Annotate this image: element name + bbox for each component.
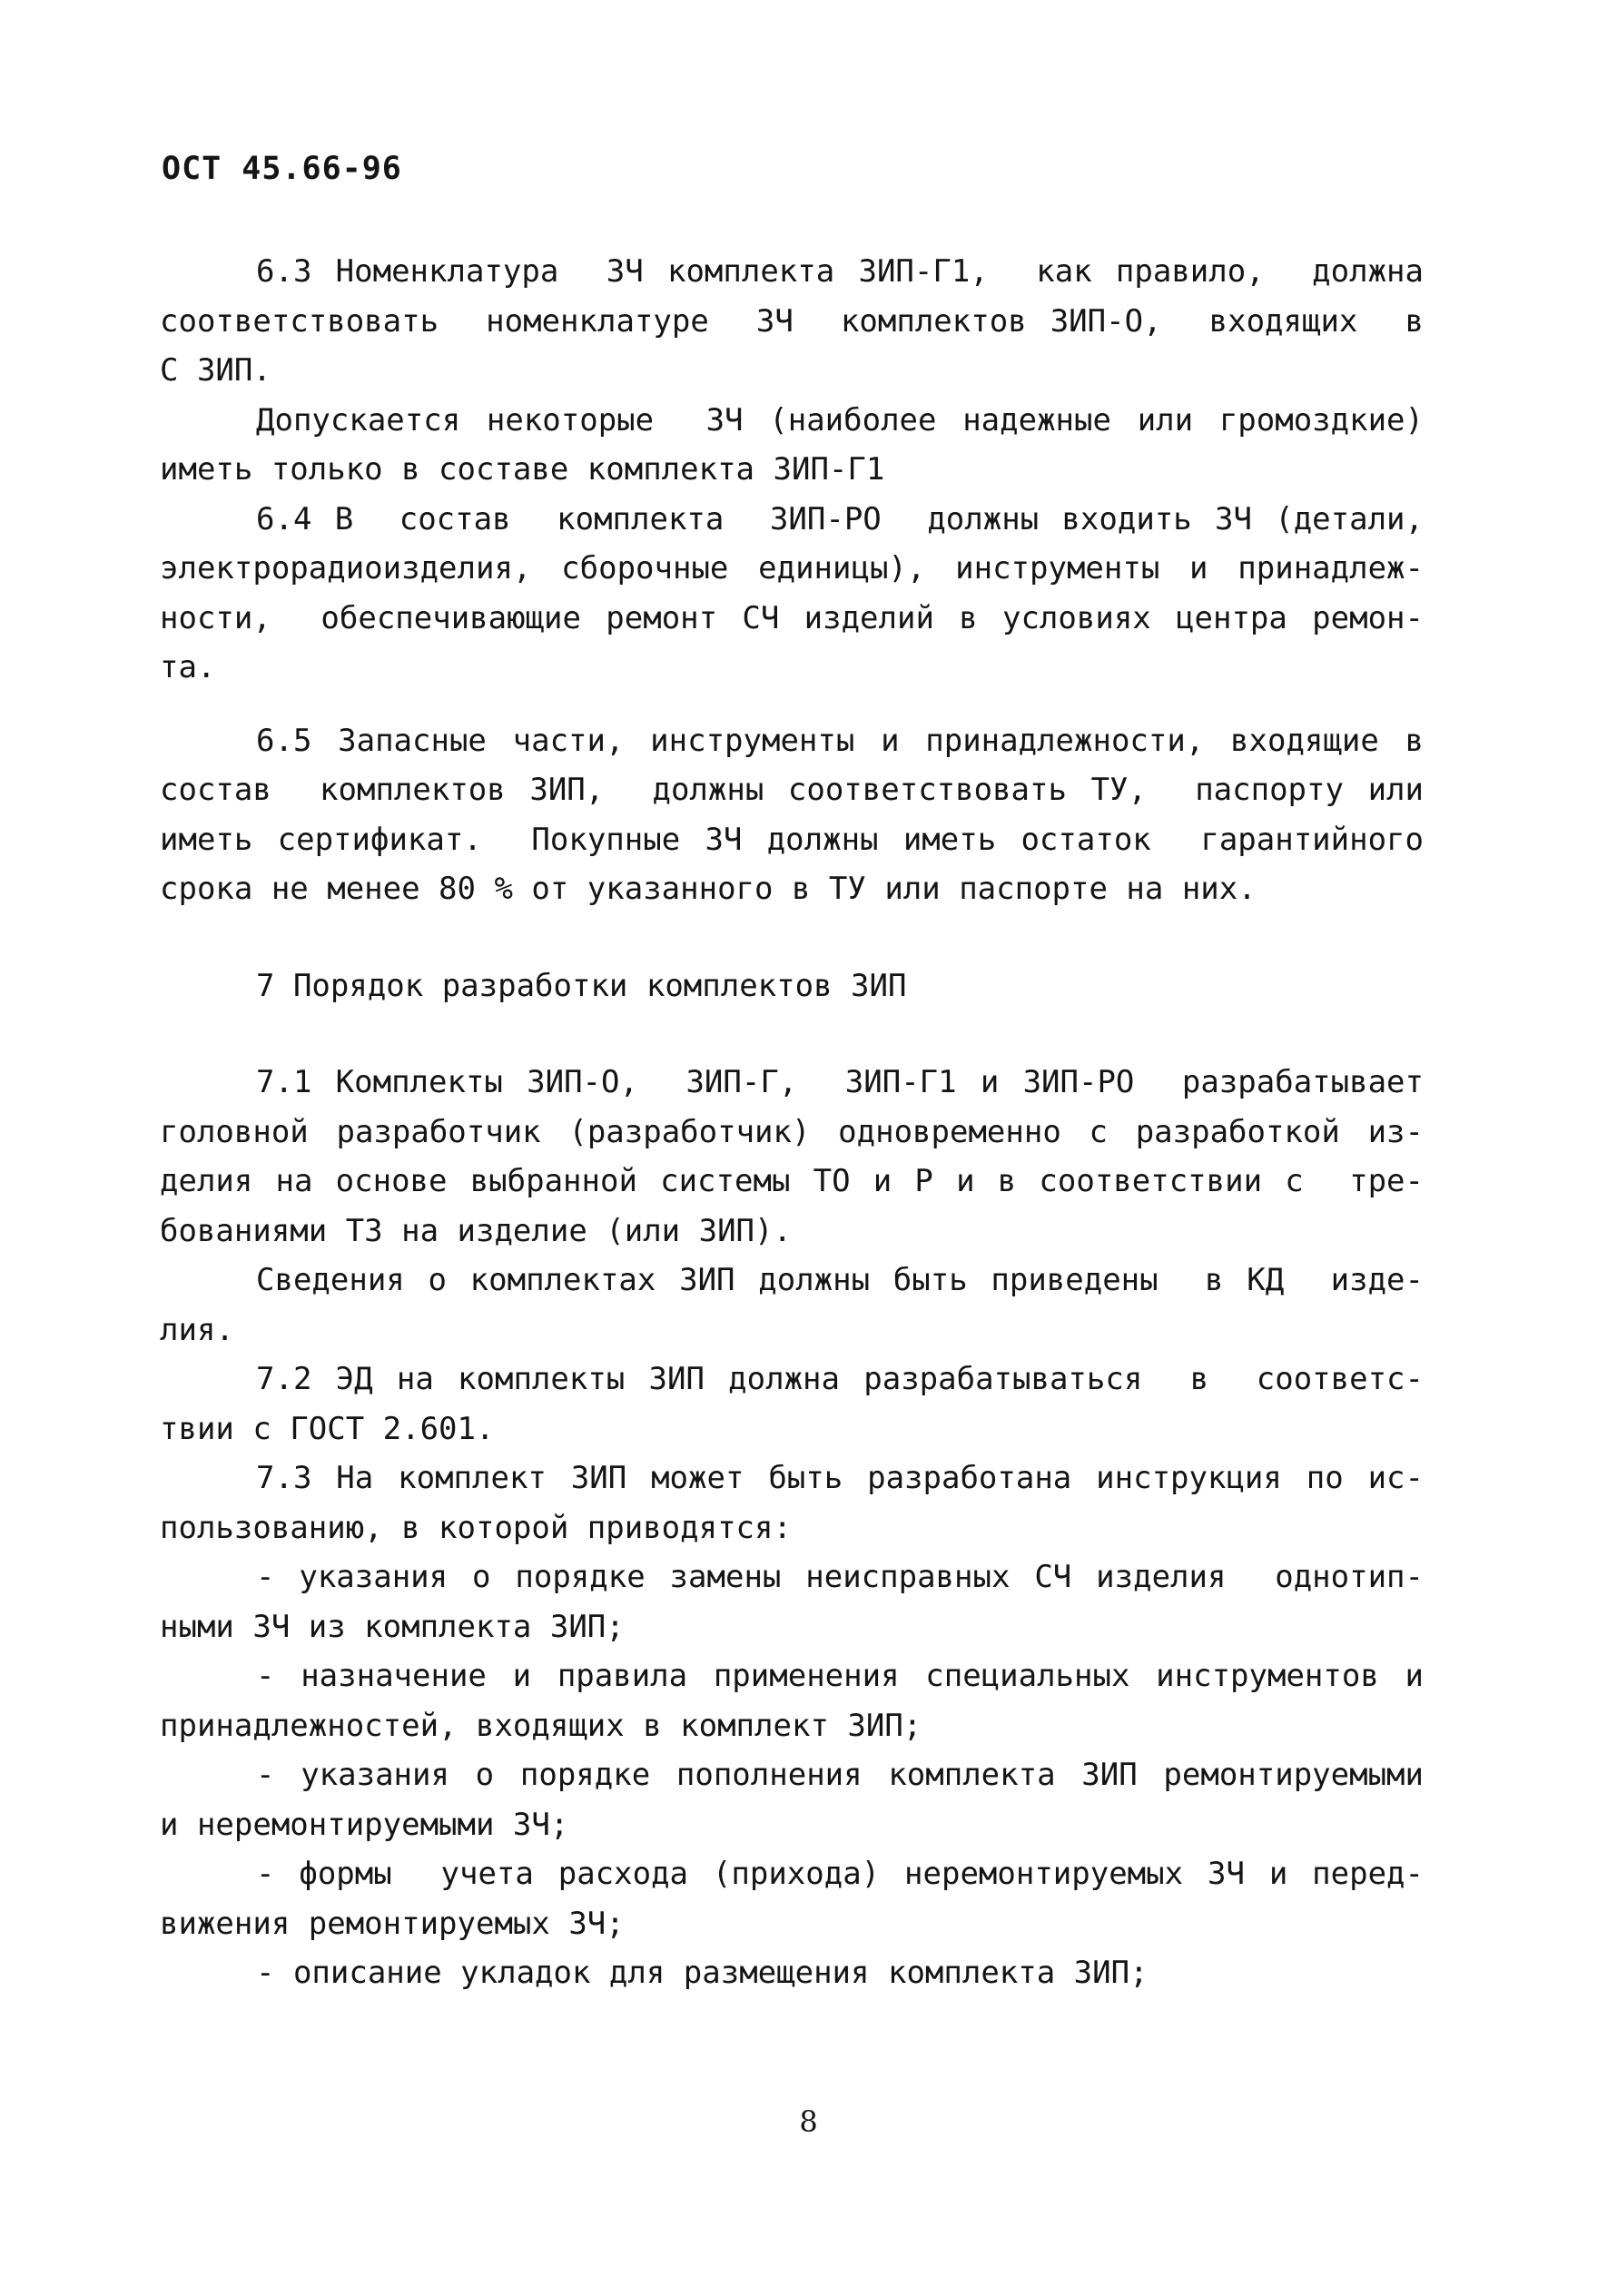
text-line: лия. <box>160 1311 234 1348</box>
text-line: соответствовать номенклатуре ЗЧ комплектов ЗИП-О, входящих в <box>160 302 1424 340</box>
text-line: вижения ремонтируемых ЗЧ; <box>160 1905 625 1942</box>
text-line: иметь только в составе комплекта ЗИП-Г1 <box>160 451 885 488</box>
text-line: 6.4 В состав комплекта ЗИП-РО должны входить ЗЧ (детали, <box>256 500 1424 537</box>
list-item: - указания о порядке пополнения комплекта ЗИП ремонтируемыми <box>256 1757 1424 1793</box>
text-line: 6.3 Номенклатура ЗЧ комплекта ЗИП-Г1, как правило, должна <box>256 253 1424 290</box>
text-line: 7.1 Комплекты ЗИП-О, ЗИП-Г, ЗИП-Г1 и ЗИП-РО разрабатывает <box>256 1064 1424 1100</box>
text-line: срока не менее 80 % от указанного в ТУ или паспорте на них. <box>160 871 1257 907</box>
text-line: электрорадиоизделия, сборочные единицы), инструменты и принадлеж- <box>160 550 1424 586</box>
text-line: Допускается некоторые ЗЧ (наиболее надежные или громоздкие) <box>256 401 1424 439</box>
text-line: 6.5 Запасные части, инструменты и принадлежности, входящие в <box>256 722 1424 759</box>
text-line: 7.3 На комплект ЗИП может быть разработана инструкция по ис- <box>256 1460 1424 1496</box>
document-header: ОСТ 45.66-96 <box>162 151 402 187</box>
section-heading: 7 Порядок разработки комплектов ЗИП <box>256 967 907 1004</box>
text-line: принадлежностей, входящих в комплект ЗИП; <box>160 1707 922 1744</box>
text-line: ными ЗЧ из комплекта ЗИП; <box>160 1608 625 1645</box>
text-line: делия на основе выбранной системы ТО и Р и в соответствии с тре- <box>160 1163 1424 1199</box>
text-line: Сведения о комплектах ЗИП должны быть приведены в КД изде- <box>256 1262 1424 1298</box>
text-line: иметь сертификат. Покупные ЗЧ должны иметь остаток гарантийного <box>160 821 1424 858</box>
text-line: та. <box>160 649 216 685</box>
text-line: состав комплектов ЗИП, должны соответствовать ТУ, паспорту или <box>160 772 1424 808</box>
list-item: - указания о порядке замены неисправных СЧ изделия однотип- <box>256 1559 1424 1595</box>
list-item: - формы учета расхода (прихода) неремонтируемых ЗЧ и перед- <box>256 1856 1424 1892</box>
list-item: - назначение и правила применения специальных инструментов и <box>256 1658 1424 1694</box>
text-line: головной разработчик (разработчик) одновременно с разработкой из- <box>160 1113 1424 1150</box>
text-line: и неремонтируемыми ЗЧ; <box>160 1806 569 1843</box>
list-item: - описание укладок для размещения комплекта ЗИП; <box>256 1955 1149 1991</box>
document-body <box>160 247 1424 1998</box>
text-line: 7.2 ЭД на комплекты ЗИП должна разрабатываться в соответс- <box>256 1361 1424 1397</box>
text-line: пользованию, в которой приводятся: <box>160 1509 792 1546</box>
page-number: 8 <box>799 2104 818 2139</box>
text-line: С ЗИП. <box>160 352 271 389</box>
text-line: твии с ГОСТ 2.601. <box>160 1410 495 1447</box>
text-line: бованиями ТЗ на изделие (или ЗИП). <box>160 1212 792 1249</box>
text-line: ности, обеспечивающие ремонт СЧ изделий в условиях центра ремон- <box>160 599 1424 636</box>
